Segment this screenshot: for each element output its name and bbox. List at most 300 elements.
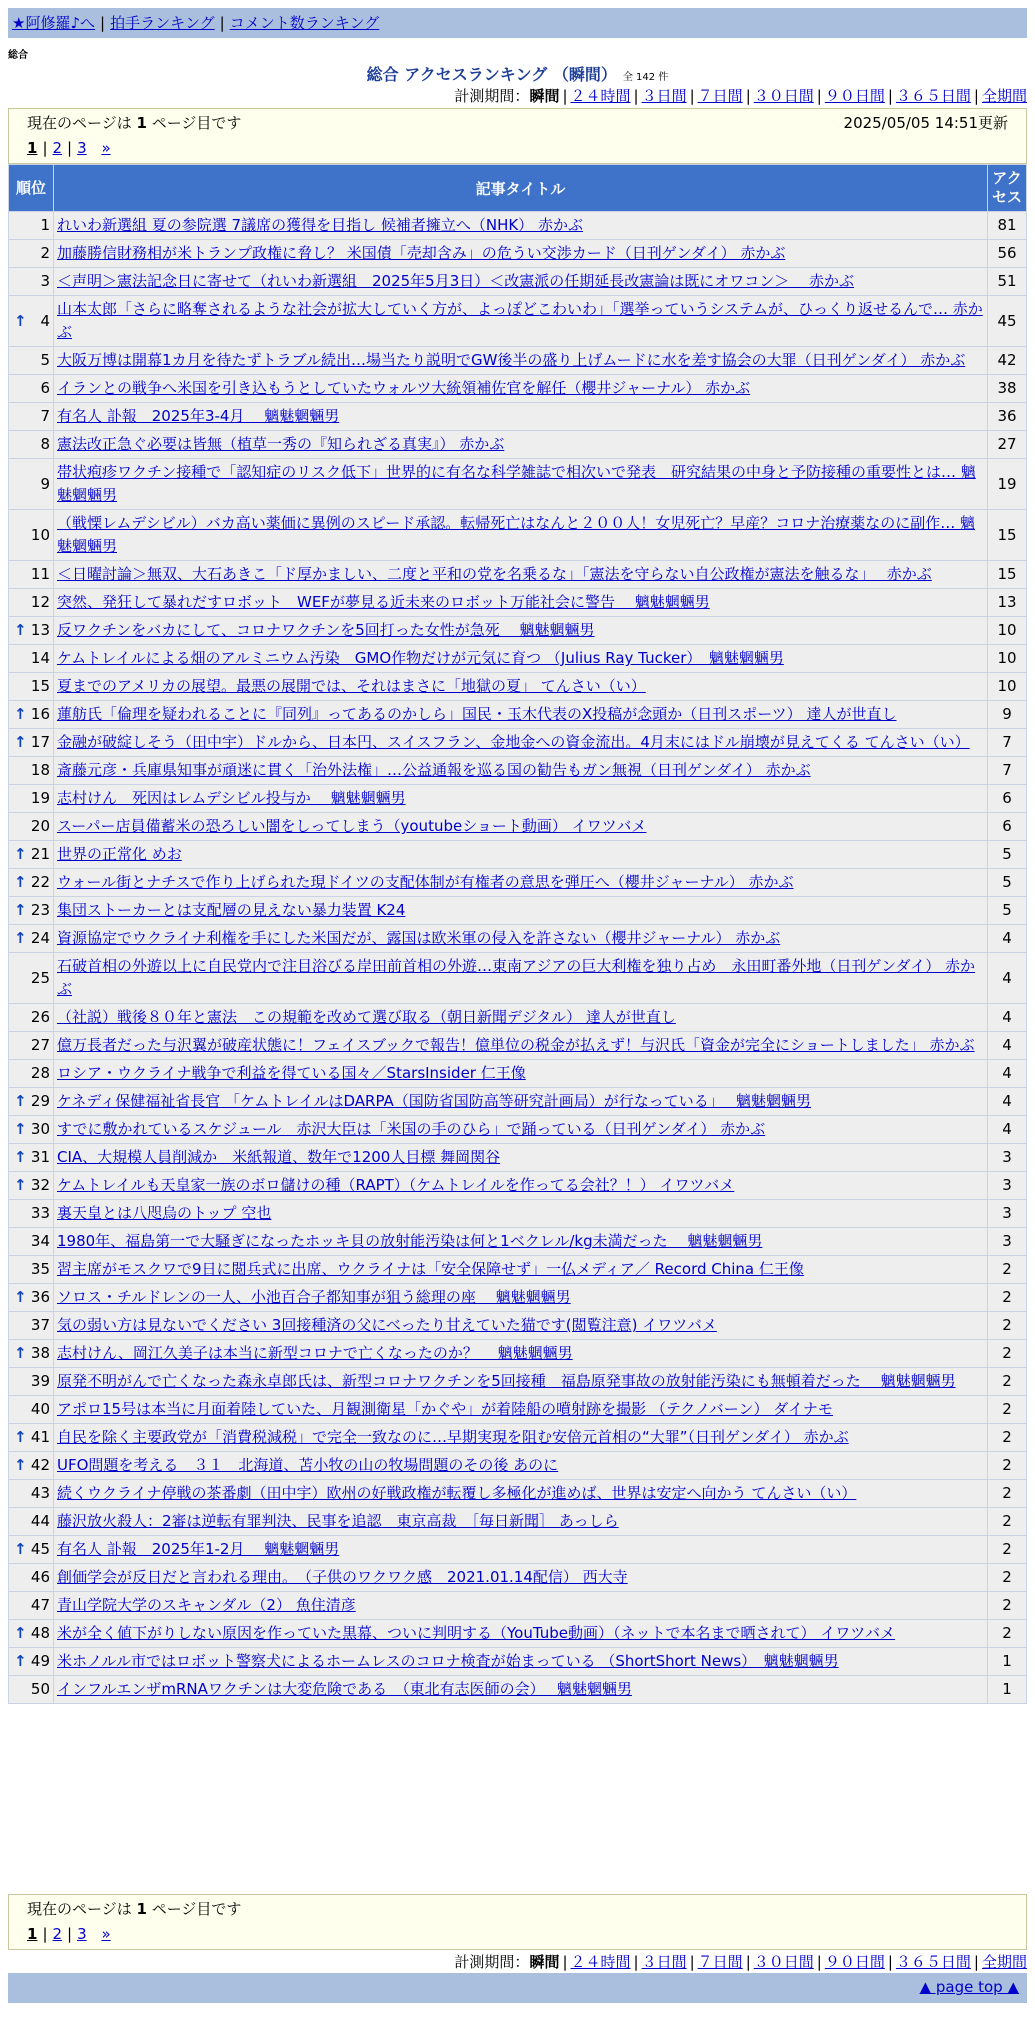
table-row: [9, 1172, 1026, 1199]
period-separator: |: [689, 87, 695, 105]
rank-cell: [9, 1424, 53, 1451]
article-link[interactable]: スーパー店員備蓄米の恐ろしい闇をしってしまう（youtubeショート動画） イワツバメ: [57, 817, 647, 835]
table-row: [9, 1228, 1026, 1255]
period-selector-top: [454, 85, 1027, 106]
rank-cell: [9, 1452, 53, 1479]
rank-number: 35: [30, 1260, 50, 1278]
table-row: [9, 1368, 1026, 1395]
access-count: 2: [988, 1256, 1026, 1283]
nav-separator: |: [100, 14, 106, 32]
article-link[interactable]: CIA、大規模人員削減か 米紙報道、数年で1200人目標 舞岡関谷: [57, 1148, 501, 1166]
title-cell: [54, 925, 987, 952]
rank-number: 1: [40, 216, 50, 234]
rank-number: 41: [30, 1428, 50, 1446]
table-row: [9, 1144, 1026, 1171]
table-row: [9, 347, 1026, 374]
up-arrow-icon: ↑: [14, 1456, 27, 1474]
article-link[interactable]: ケムトレイルによる畑のアルミニウム汚染 GMO作物だけが元気に育つ （Julius Ray Tucker） 魑魅魍魎男: [57, 649, 784, 667]
title-cell: [54, 673, 987, 700]
period-separator: |: [633, 1953, 639, 1971]
period-separator: |: [745, 1953, 751, 1971]
title-cell: [54, 1620, 987, 1647]
article-link[interactable]: 蓮舫氏「倫理を疑われることに『同列』ってあるのかしら」国民・玉木代表のX投稿が念頭か（日刊スポーツ） 達人が世直し: [57, 705, 897, 723]
page-separator: |: [67, 139, 73, 157]
period-current: 瞬間: [529, 87, 560, 105]
article-link[interactable]: 突然、発狂して暴れだすロボット WEFが夢見る近未来のロボット万能社会に警告 魑魅魍魎男: [57, 593, 710, 611]
access-count: 2: [988, 1396, 1026, 1423]
rank-number: 27: [30, 1036, 50, 1054]
article-link[interactable]: 裏天皇とは八咫烏のトップ 空也: [57, 1204, 272, 1222]
table-row: [9, 212, 1026, 239]
rank-number: 38: [30, 1344, 50, 1362]
title-cell: [54, 510, 987, 560]
title-cell: [54, 1060, 987, 1087]
bottom-bar: [8, 1973, 1027, 2003]
paging-status: [27, 112, 1008, 137]
table-row: [9, 1648, 1026, 1675]
access-count: 3: [988, 1172, 1026, 1199]
article-link[interactable]: インフルエンザmRNAワクチンは大変危険である （東北有志医師の会） 魑魅魍魎男: [57, 1680, 632, 1698]
table-row: [9, 1536, 1026, 1563]
rank-cell: [9, 1676, 53, 1703]
article-link[interactable]: 世界の正常化 めお: [57, 845, 182, 863]
rank-cell: [9, 645, 53, 672]
title-cell: [54, 1032, 987, 1059]
access-count: 2: [988, 1368, 1026, 1395]
up-arrow-icon: ↑: [14, 1120, 27, 1138]
access-count: 10: [988, 673, 1026, 700]
table-row: [9, 953, 1026, 1003]
title-cell: [54, 813, 987, 840]
rank-number: 42: [30, 1456, 50, 1474]
article-link[interactable]: 反ワクチンをバカにして、コロナワクチンを5回打った女性が急死 魑魅魍魎男: [57, 621, 595, 639]
rank-cell: [9, 212, 53, 239]
title-cell: [54, 1088, 987, 1115]
table-row: [9, 869, 1026, 896]
article-link[interactable]: 帯状疱疹ワクチン接種で「認知症のリスク低下」世界的に有名な科学雑誌で相次いで発表 研究結果の中身と予防接種の重要性とは… 魑魅魍魎男: [57, 463, 976, 504]
period-link-6[interactable]: 全期間: [981, 87, 1027, 105]
access-count: 2: [988, 1508, 1026, 1535]
table-row: [9, 1620, 1026, 1647]
title-cell: [54, 561, 987, 588]
up-arrow-icon: ↑: [14, 1540, 27, 1558]
title-cell: [54, 1396, 987, 1423]
period-separator: |: [816, 1953, 822, 1971]
access-count: 38: [988, 375, 1026, 402]
paging-prefix: 現在のページは: [27, 1900, 132, 1918]
access-count: 2: [988, 1312, 1026, 1339]
article-link[interactable]: 斎藤元彦・兵庫県知事が頑迷に貫く「治外法権」…公益通報を巡る国の勧告もガン無視（日刊ゲンダイ） 赤かぶ: [57, 761, 811, 779]
rank-number: 30: [30, 1120, 50, 1138]
table-row: [9, 296, 1026, 346]
article-link[interactable]: ＜声明＞憲法記念日に寄せて（れいわ新選組 2025年5月3日）＜改憲派の任期延長改憲論は既にオワコン＞ 赤かぶ: [57, 272, 855, 290]
access-count: 2: [988, 1424, 1026, 1451]
access-count: 3: [988, 1200, 1026, 1227]
article-link[interactable]: 資源協定でウクライナ利権を手にした米国だが、露国は欧米軍の侵入を許さない（櫻井ジャーナル） 赤かぶ: [57, 929, 781, 947]
article-link[interactable]: （社説）戦後８０年と憲法 この規範を改めて選び取る（朝日新聞デジタル） 達人が世直し: [57, 1008, 676, 1026]
table-row: [9, 1564, 1026, 1591]
article-link[interactable]: ケムトレイルも天皇家一族のボロ儲けの種（RAPT）（ケムトレイルを作ってる会社？！） イワツバメ: [57, 1176, 735, 1194]
updated-timestamp: 2025/05/05 14:51更新: [843, 114, 1008, 132]
table-row: [9, 813, 1026, 840]
rank-number: 17: [30, 733, 50, 751]
table-row: [9, 510, 1026, 560]
access-count: 4: [988, 1032, 1026, 1059]
rank-cell: [9, 403, 53, 430]
rank-number: 49: [30, 1652, 50, 1670]
category-tag: 総合: [8, 50, 28, 61]
title-cell: [54, 1256, 987, 1283]
rank-cell: [9, 897, 53, 924]
access-count: 1: [988, 1676, 1026, 1703]
article-link[interactable]: 志村けん 死因はレムデシビル投与か 魑魅魍魎男: [57, 789, 406, 807]
title-cell: [54, 1536, 987, 1563]
page-link-3[interactable]: 3: [77, 139, 87, 157]
title-cell: [54, 645, 987, 672]
article-link[interactable]: 志村けん、岡江久美子は本当に新型コロナで亡くなったのか？ 魑魅魍魎男: [57, 1344, 573, 1362]
access-count: 2: [988, 1620, 1026, 1647]
table-row: [9, 701, 1026, 728]
access-count: 2: [988, 1564, 1026, 1591]
period-link-4[interactable]: ９０日間: [824, 1953, 885, 1971]
article-link[interactable]: 憲法改正急ぐ必要は皆無（植草一秀の『知られざる真実』） 赤かぶ: [57, 435, 505, 453]
period-link-4[interactable]: ９０日間: [824, 87, 885, 105]
article-link[interactable]: 有名人 訃報 2025年3-4月 魑魅魍魎男: [57, 407, 340, 425]
access-count: 13: [988, 589, 1026, 616]
article-link[interactable]: 気の弱い方は見ないでください 3回接種済の父にべったり甘えていた猫です(閲覧注意) イワツバメ: [57, 1316, 717, 1334]
rank-number: 3: [40, 272, 50, 290]
period-separator: |: [887, 87, 893, 105]
rank-cell: [9, 510, 53, 560]
title-cell: [54, 1312, 987, 1339]
article-link[interactable]: 自民を除く主要政党が「消費税減税」で完全一致なのに…早期実現を阻む安倍元首相の“大罪”（日刊ゲンダイ） 赤かぶ: [57, 1428, 849, 1446]
rank-cell: [9, 1340, 53, 1367]
period-link-6[interactable]: 全期間: [981, 1953, 1027, 1971]
table-row: [9, 240, 1026, 267]
paging-suffix: ページ目です: [151, 1900, 242, 1918]
rank-number: 4: [40, 311, 50, 330]
period-separator: |: [633, 87, 639, 105]
title-cell: [54, 240, 987, 267]
page-separator: |: [42, 139, 48, 157]
up-arrow-icon: ↑: [14, 1624, 27, 1642]
period-link-3[interactable]: ３０日間: [753, 87, 814, 105]
rank-column-header: 順位: [9, 165, 53, 211]
access-count: 19: [988, 459, 1026, 509]
rank-cell: [9, 268, 53, 295]
article-link[interactable]: れいわ新選組 夏の参院選 7議席の獲得を目指し 候補者擁立へ（NHK） 赤かぶ: [57, 216, 583, 234]
paging-prefix: 現在のページは: [27, 114, 132, 132]
ranking-table-body: [9, 212, 1026, 1703]
article-link[interactable]: 加藤勝信財務相が米トランプ政権に脅し？ 米国債「売却含み」の危うい交渉カード（日刊ゲンダイ） 赤かぶ: [57, 244, 786, 262]
access-count: 7: [988, 729, 1026, 756]
title-cell: [54, 897, 987, 924]
article-link[interactable]: 青山学院大学のスキャンダル（2） 魚住清彦: [57, 1596, 356, 1614]
title-cell: [54, 347, 987, 374]
up-arrow-icon: ↑: [14, 1148, 27, 1166]
access-count: 4: [988, 1088, 1026, 1115]
title-cell: [54, 953, 987, 1003]
access-count: 36: [988, 403, 1026, 430]
table-row: [9, 1452, 1026, 1479]
article-link[interactable]: すでに敷かれているスケジュール 赤沢大臣は「米国の手のひら」で踊っている（日刊ゲンダイ） 赤かぶ: [57, 1120, 766, 1138]
rank-cell: [9, 729, 53, 756]
rank-number: 24: [30, 929, 50, 947]
page-top-link[interactable]: ▲ page top ▲: [919, 1978, 1019, 1996]
rank-cell: [9, 953, 53, 1003]
title-cell: [54, 1368, 987, 1395]
table-row: [9, 785, 1026, 812]
access-count: 3: [988, 1144, 1026, 1171]
article-link[interactable]: ロシア・ウクライナ戦争で利益を得ている国々／StarsInsider 仁王像: [57, 1064, 526, 1082]
rank-cell: [9, 1060, 53, 1087]
up-arrow-icon: ↑: [14, 1428, 27, 1446]
period-separator: |: [887, 1953, 893, 1971]
rank-cell: [9, 459, 53, 509]
access-count: 2: [988, 1340, 1026, 1367]
period-link-1[interactable]: ３日間: [641, 1953, 687, 1971]
access-count: 27: [988, 431, 1026, 458]
rank-cell: [9, 813, 53, 840]
period-link-0[interactable]: ２４時間: [570, 87, 631, 105]
article-link[interactable]: ケネディ保健福祉省長官 「ケムトレイルはDARPA（国防省国防高等研究計画局）が行なっている」 魑魅魍魎男: [57, 1092, 812, 1110]
rank-number: 13: [30, 621, 50, 639]
access-count: 15: [988, 561, 1026, 588]
article-link[interactable]: 石破首相の外遊以上に自民党内で注目浴びる岸田前首相の外遊…東南アジアの巨大利権を独り占め 永田町番外地（日刊ゲンダイ） 赤かぶ: [57, 957, 975, 998]
rank-cell: [9, 673, 53, 700]
rank-number: 21: [30, 845, 50, 863]
rank-number: 5: [40, 351, 50, 369]
access-count: 2: [988, 1284, 1026, 1311]
rank-number: 8: [40, 435, 50, 453]
table-row: [9, 1396, 1026, 1423]
title-cell: [54, 1004, 987, 1031]
up-arrow-icon: ↑: [14, 1288, 27, 1306]
item-count: 全 142 件: [622, 72, 669, 83]
rank-cell: [9, 347, 53, 374]
rank-number: 10: [30, 525, 50, 544]
title-cell: [54, 1228, 987, 1255]
article-link[interactable]: 億万長者だった与沢翼が破産状態に！フェイスブックで報告！億単位の税金が払えず！与沢氏「資金が完全にショートしました」 赤かぶ: [57, 1036, 975, 1054]
period-link-3[interactable]: ３０日間: [753, 1953, 814, 1971]
article-link[interactable]: イランとの戦争へ米国を引き込もうとしていたウォルツ大統領補佐官を解任（櫻井ジャーナル） 赤かぶ: [57, 379, 751, 397]
rank-cell: [9, 1592, 53, 1619]
title-cell: [54, 1424, 987, 1451]
up-arrow-icon: ↑: [14, 705, 27, 723]
rank-number: 39: [30, 1372, 50, 1390]
table-row: [9, 757, 1026, 784]
period-separator: |: [816, 87, 822, 105]
rank-number: 9: [40, 474, 50, 493]
top-nav: [8, 8, 1027, 38]
article-link[interactable]: 原発不明がんで亡くなった森永卓郎氏は、新型コロナワクチンを5回接種 福島原発事故の放射能汚染にも無頓着だった 魑魅魍魎男: [57, 1372, 956, 1390]
rank-number: 48: [30, 1624, 50, 1642]
page-link-current: 1: [27, 1925, 38, 1943]
rank-cell: [9, 1228, 53, 1255]
page-separator: |: [42, 1925, 48, 1943]
rank-number: 46: [30, 1568, 50, 1586]
rank-cell: [9, 1564, 53, 1591]
access-count: 1: [988, 1648, 1026, 1675]
rank-cell: [9, 296, 53, 346]
period-link-5[interactable]: ３６５日間: [895, 1953, 971, 1971]
article-link[interactable]: 夏までのアメリカの展望。最悪の展開では、それはまさに「地獄の夏」 てんさい（い）: [57, 677, 646, 695]
title-cell: [54, 1480, 987, 1507]
table-row: [9, 561, 1026, 588]
article-link[interactable]: 米が全く値下がりしない原因を作っていた黒幕、ついに判明する（YouTube動画）（ネットで本名まで晒されて） イワツバメ: [57, 1624, 895, 1642]
table-row: [9, 1592, 1026, 1619]
title-cell: [54, 1116, 987, 1143]
pagination: [27, 137, 1008, 159]
title-cell: [54, 1144, 987, 1171]
access-count: 5: [988, 897, 1026, 924]
rank-cell: [9, 1508, 53, 1535]
table-header-row: [9, 165, 1026, 211]
table-row: [9, 1480, 1026, 1507]
article-link[interactable]: 1980年、福島第一で大騒ぎになったホッキ貝の放射能汚染は何と1ベクレル/kg未満だった 魑魅魍魎男: [57, 1232, 763, 1250]
access-count: 42: [988, 347, 1026, 374]
period-link-0[interactable]: ２４時間: [570, 1953, 631, 1971]
rank-cell: [9, 1256, 53, 1283]
page-link-3[interactable]: 3: [77, 1925, 87, 1943]
current-page-number: 1: [136, 114, 147, 132]
access-count: 4: [988, 1004, 1026, 1031]
table-row: [9, 1060, 1026, 1087]
access-count: 9: [988, 701, 1026, 728]
rank-cell: [9, 1088, 53, 1115]
access-count: 2: [988, 1536, 1026, 1563]
rank-number: 26: [30, 1008, 50, 1026]
title-cell: [54, 1592, 987, 1619]
rank-cell: [9, 841, 53, 868]
table-row: [9, 1200, 1026, 1227]
rank-number: 22: [30, 873, 50, 891]
article-link[interactable]: 藤沢放火殺人：2審は逆転有罪判決、民事を追認 東京高裁 ［毎日新聞］ あっしら: [57, 1512, 619, 1530]
period-current: 瞬間: [529, 1953, 560, 1971]
rank-number: 11: [30, 565, 50, 583]
article-link[interactable]: 大阪万博は開幕1カ月を待たずトラブル続出…場当たり説明でGW後半の盛り上げムードに水を差す協会の大罪（日刊ゲンダイ） 赤かぶ: [57, 351, 966, 369]
title-cell: [54, 785, 987, 812]
rank-cell: [9, 589, 53, 616]
article-link[interactable]: （戦慄レムデシビル）バカ高い薬価に異例のスピード承認。転帰死亡はなんと２００人！女児死亡？早産？コロナ治療薬なのに副作… 魑魅魍魎男: [57, 514, 975, 555]
period-link-5[interactable]: ３６５日間: [895, 87, 971, 105]
nav-separator: |: [219, 14, 225, 32]
access-column-header: アクセス: [988, 165, 1026, 211]
rank-number: 32: [30, 1176, 50, 1194]
period-separator: |: [562, 87, 568, 105]
period-link-1[interactable]: ３日間: [641, 87, 687, 105]
rank-cell: [9, 1144, 53, 1171]
title-cell: [54, 296, 987, 346]
rank-number: 20: [30, 817, 50, 835]
article-link[interactable]: ソロス・チルドレンの一人、小池百合子都知事が狙う総理の座 魑魅魍魎男: [57, 1288, 571, 1306]
up-arrow-icon: ↑: [14, 845, 27, 863]
rank-number: 12: [30, 593, 50, 611]
access-count: 4: [988, 1116, 1026, 1143]
up-arrow-icon: ↑: [14, 311, 27, 330]
access-count: 5: [988, 841, 1026, 868]
title-cell: [54, 375, 987, 402]
article-link[interactable]: 集団ストーカーとは支配層の見えない暴力装置 K24: [57, 901, 406, 919]
rank-cell: [9, 1620, 53, 1647]
page-link-2[interactable]: 2: [52, 1925, 63, 1943]
table-row: [9, 1508, 1026, 1535]
rank-number: 19: [30, 789, 50, 807]
article-link[interactable]: UFO問題を考える ３１ 北海道、苫小牧の山の牧場問題のその後 あのに: [57, 1456, 559, 1474]
up-arrow-icon: ↑: [14, 1092, 27, 1110]
table-row: [9, 1032, 1026, 1059]
period-separator: |: [745, 87, 751, 105]
article-link[interactable]: 有名人 訃報 2025年1-2月 魑魅魍魎男: [57, 1540, 340, 1558]
title-cell: [54, 1508, 987, 1535]
period-label: 計測期間：: [454, 87, 530, 105]
article-link[interactable]: 金融が破綻しそう（田中宇）ドルから、日本円、スイスフラン、金地金への資金流出。4月末にはドル崩壊が見えてくる てんさい（い）: [57, 733, 970, 751]
up-arrow-icon: ↑: [14, 733, 27, 751]
access-count: 6: [988, 785, 1026, 812]
comment-ranking-link[interactable]: コメント数ランキング: [229, 14, 380, 32]
next-page-link[interactable]: »: [101, 1925, 111, 1943]
paging-suffix: ページ目です: [151, 114, 242, 132]
article-link[interactable]: 習主席がモスクワで9日に閲兵式に出席、ウクライナは「安全保障せず」一仏メディア／ Record China 仁王像: [57, 1260, 804, 1278]
rank-number: 43: [30, 1484, 50, 1502]
article-link[interactable]: 創価学会が反日だと言われる理由。 （子供のワクワク感 2021.01.14配信） 西大寺: [57, 1568, 628, 1586]
up-arrow-icon: ↑: [14, 901, 27, 919]
table-row: [9, 897, 1026, 924]
article-link[interactable]: ＜日曜討論＞無双、大石あきこ「ド厚かましい、二度と平和の党を名乗るな」「憲法を守らない自公政権が憲法を触るな」 赤かぶ: [57, 565, 932, 583]
title-cell: [54, 431, 987, 458]
rank-number: 34: [30, 1232, 50, 1250]
rank-cell: [9, 1032, 53, 1059]
title-cell: [54, 459, 987, 509]
rank-number: 29: [30, 1092, 50, 1110]
rank-cell: [9, 240, 53, 267]
article-link[interactable]: 続くウクライナ停戦の茶番劇（田中宇）欧州の好戦政権が転覆し多極化が進めば、世界は安定へ向かう てんさい（い）: [57, 1484, 857, 1502]
rank-cell: [9, 561, 53, 588]
title-cell: [54, 1648, 987, 1675]
article-link[interactable]: 山本太郎「さらに略奪されるような社会が拡大していく方が、よっぽどこわいわ」「選挙っていうシステムが、ひっくり返せるんで… 赤かぶ: [57, 300, 983, 341]
rank-number: 15: [30, 677, 50, 695]
rank-cell: [9, 1536, 53, 1563]
article-link[interactable]: 米ホノルル市ではロボット警察犬によるホームレスのコロナ検査が始まっている （ShortShort News） 魑魅魍魎男: [57, 1652, 839, 1670]
page-title: [0, 62, 1035, 85]
article-link[interactable]: ウォール街とナチスで作り上げられた現ドイツの支配体制が有権者の意思を弾圧へ（櫻井ジャーナル） 赤かぶ: [57, 873, 794, 891]
rank-cell: [9, 1200, 53, 1227]
up-arrow-icon: ↑: [14, 873, 27, 891]
table-row: [9, 925, 1026, 952]
period-separator: |: [973, 87, 979, 105]
applause-ranking-link[interactable]: 拍手ランキング: [110, 14, 215, 32]
title-cell: [54, 1284, 987, 1311]
access-count: 3: [988, 1228, 1026, 1255]
article-link[interactable]: アポロ15号は本当に月面着陸していた、月観測衛星「かぐや」が着陸船の噴射跡を撮影 （テクノバーン） ダイナモ: [57, 1400, 833, 1418]
table-row: [9, 1116, 1026, 1143]
rank-number: 45: [30, 1540, 50, 1558]
table-row: [9, 431, 1026, 458]
page-link-2[interactable]: 2: [52, 139, 63, 157]
up-arrow-icon: ↑: [14, 1176, 27, 1194]
title-cell: [54, 1676, 987, 1703]
title-cell: [54, 757, 987, 784]
period-link-2[interactable]: ７日間: [697, 87, 743, 105]
rank-number: 47: [30, 1596, 50, 1614]
home-link[interactable]: ★阿修羅♪へ: [12, 14, 96, 32]
page-separator: [92, 139, 97, 157]
rank-cell: [9, 1480, 53, 1507]
title-cell: [54, 1172, 987, 1199]
next-page-link[interactable]: »: [101, 139, 111, 157]
table-row: [9, 617, 1026, 644]
period-link-2[interactable]: ７日間: [697, 1953, 743, 1971]
